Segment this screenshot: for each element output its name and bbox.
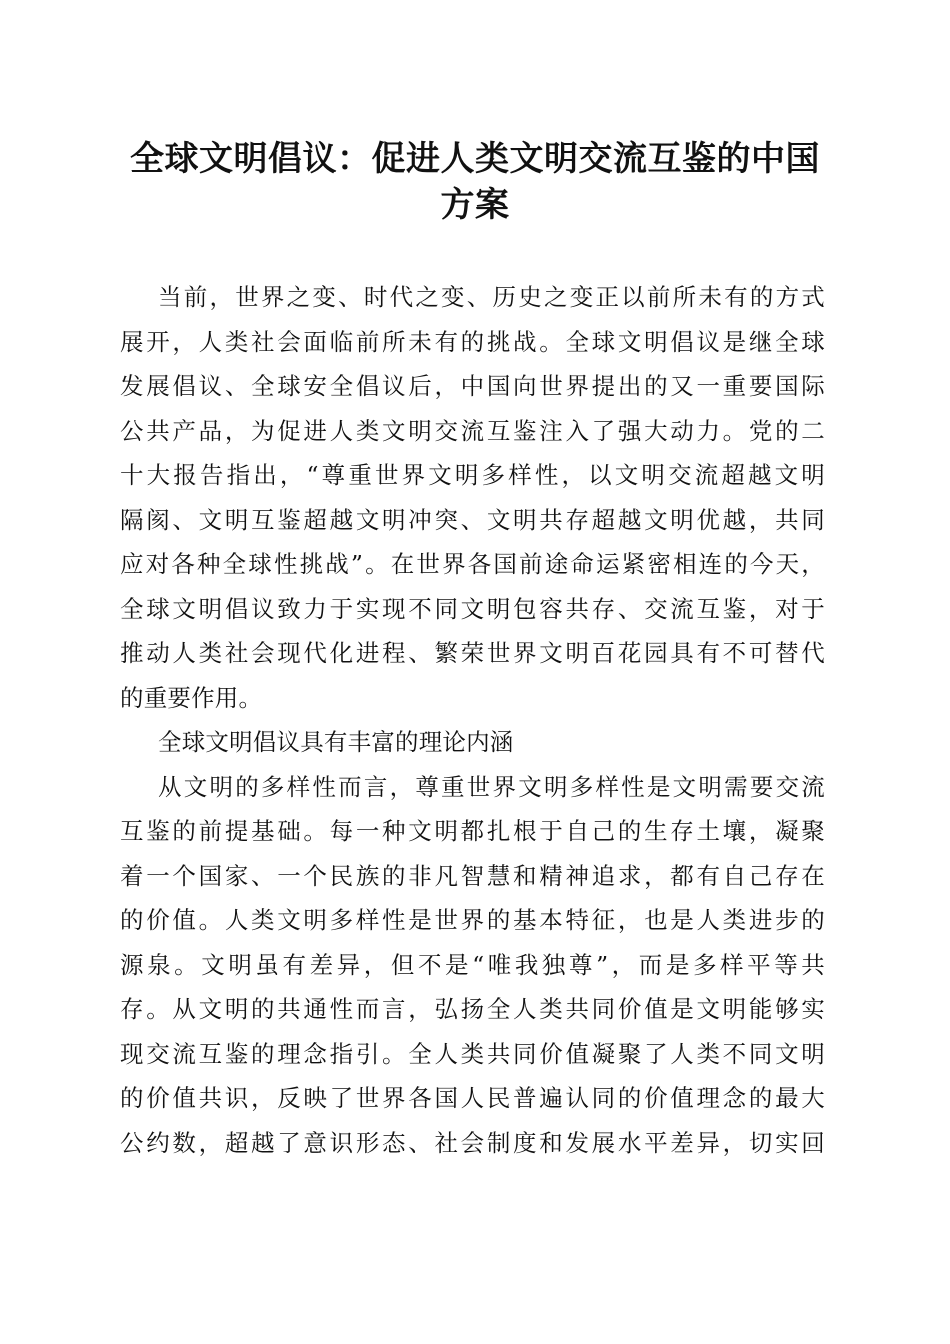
paragraph-2-line: 从文明的多样性而言，尊重世界文明多样性是文明需要交流 [158, 772, 825, 801]
paragraph-2-line: 公约数，超越了意识形态、社会制度和发展水平差异，切实回 [120, 1128, 825, 1157]
paragraph-1-line: 推动人类社会现代化进程、繁荣世界文明百花园具有不可替代 [120, 639, 825, 667]
paragraph-2-line: 的价值共识，反映了世界各国人民普遍认同的价值理念的最大 [120, 1084, 825, 1112]
paragraph-2-line: 现交流互鉴的理念指引。全人类共同价值凝聚了人类不同文明 [120, 1039, 825, 1068]
paragraph-2-line: 着一个国家、一个民族的非凡智慧和精神追求，都有自己存在 [120, 861, 825, 890]
document-body [120, 282, 825, 1172]
paragraph-2-line: 互鉴的前提基础。每一种文明都扎根于自己的生存土壤，凝聚 [120, 817, 825, 845]
paragraph-1-line: 十大报告指出，“尊重世界文明多样性，以文明交流超越文明 [120, 461, 825, 489]
paragraph-1-line: 展开，人类社会面临前所未有的挑战。全球文明倡议是继全球 [120, 327, 825, 356]
paragraph-1-line: 隔阂、文明互鉴超越文明冲突、文明共存超越文明优越，共同 [120, 505, 825, 534]
document-title [100, 136, 850, 228]
paragraph-1-line: 全球文明倡议致力于实现不同文明包容共存、交流互鉴，对于 [120, 594, 825, 623]
paragraph-1-line: 公共产品，为促进人类文明交流互鉴注入了强大动力。党的二 [120, 416, 825, 445]
paragraph-2-line: 存。从文明的共通性而言，弘扬全人类共同价值是文明能够实 [120, 995, 825, 1023]
paragraph-1-line: 应对各种全球性挑战”。在世界各国前途命运紧密相连的今天， [120, 550, 825, 578]
paragraph-1-line: 当前，世界之变、时代之变、历史之变正以前所未有的方式 [158, 283, 825, 311]
title-line: 全球文明倡议：促进人类文明交流互鉴的中国 [130, 139, 820, 179]
paragraph-2-line: 源泉。文明虽有差异，但不是“唯我独尊”，而是多样平等共 [120, 950, 825, 979]
paragraph-1-line: 的重要作用。 [120, 683, 263, 712]
section-heading: 全球文明倡议具有丰富的理论内涵 [158, 728, 514, 756]
paragraph-2-line: 的价值。人类文明多样性是世界的基本特征，也是人类进步的 [120, 906, 825, 934]
paragraph-1-line: 发展倡议、全球安全倡议后，中国向世界提出的又一重要国际 [120, 372, 825, 400]
title-line: 方案 [440, 185, 510, 225]
